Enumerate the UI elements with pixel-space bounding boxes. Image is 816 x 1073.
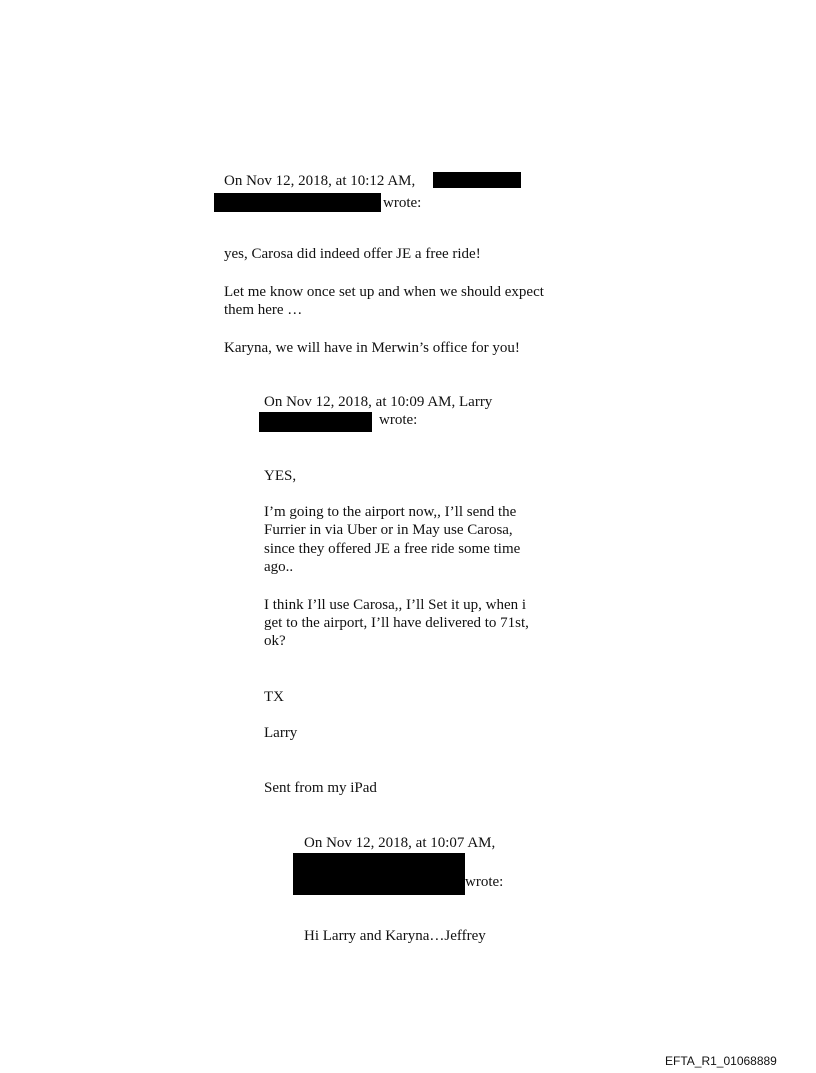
email2-body-line: YES,	[264, 468, 297, 484]
document-id: EFTA_R1_01068889	[665, 1054, 777, 1068]
email1-header-date: On Nov 12, 2018, at 10:12 AM,	[224, 173, 416, 189]
email1-header-wrote: wrote:	[383, 195, 422, 211]
email1-body-line: Karyna, we will have in Merwin’s office for you!	[224, 340, 520, 356]
email2-header-date: On Nov 12, 2018, at 10:09 AM, Larry	[264, 394, 493, 410]
redaction-block	[293, 853, 465, 895]
email2-body-line: TX	[264, 689, 284, 705]
redaction-block	[214, 193, 381, 212]
email1-body-line: yes, Carosa did indeed offer JE a free ride!	[224, 246, 481, 262]
email2-body-line: Larry	[264, 725, 298, 741]
email1-body-line: them here …	[224, 302, 303, 318]
email1-body-line: Let me know once set up and when we should expect	[224, 284, 544, 300]
email2-body-line: get to the airport, I’ll have delivered to 71st,	[264, 615, 529, 631]
email2-body-line: I think I’ll use Carosa,, I’ll Set it up, when i	[264, 597, 527, 613]
redaction-block	[433, 172, 521, 188]
email2-body-line: ok?	[264, 633, 286, 649]
email2-body-line: Furrier in via Uber or in May use Carosa,	[264, 522, 513, 538]
email2-body-line: ago..	[264, 559, 294, 575]
email3-header-wrote: wrote:	[465, 874, 504, 890]
email2-body-line: I’m going to the airport now,, I’ll send the	[264, 504, 517, 520]
redaction-block	[259, 412, 372, 432]
email2-body-line: since they offered JE a free ride some time	[264, 541, 521, 557]
email3-body-line: Hi Larry and Karyna…Jeffrey	[304, 928, 486, 944]
email2-signature: Sent from my iPad	[264, 780, 377, 796]
email2-header-wrote: wrote:	[379, 412, 418, 428]
email3-header-date: On Nov 12, 2018, at 10:07 AM,	[304, 835, 496, 851]
